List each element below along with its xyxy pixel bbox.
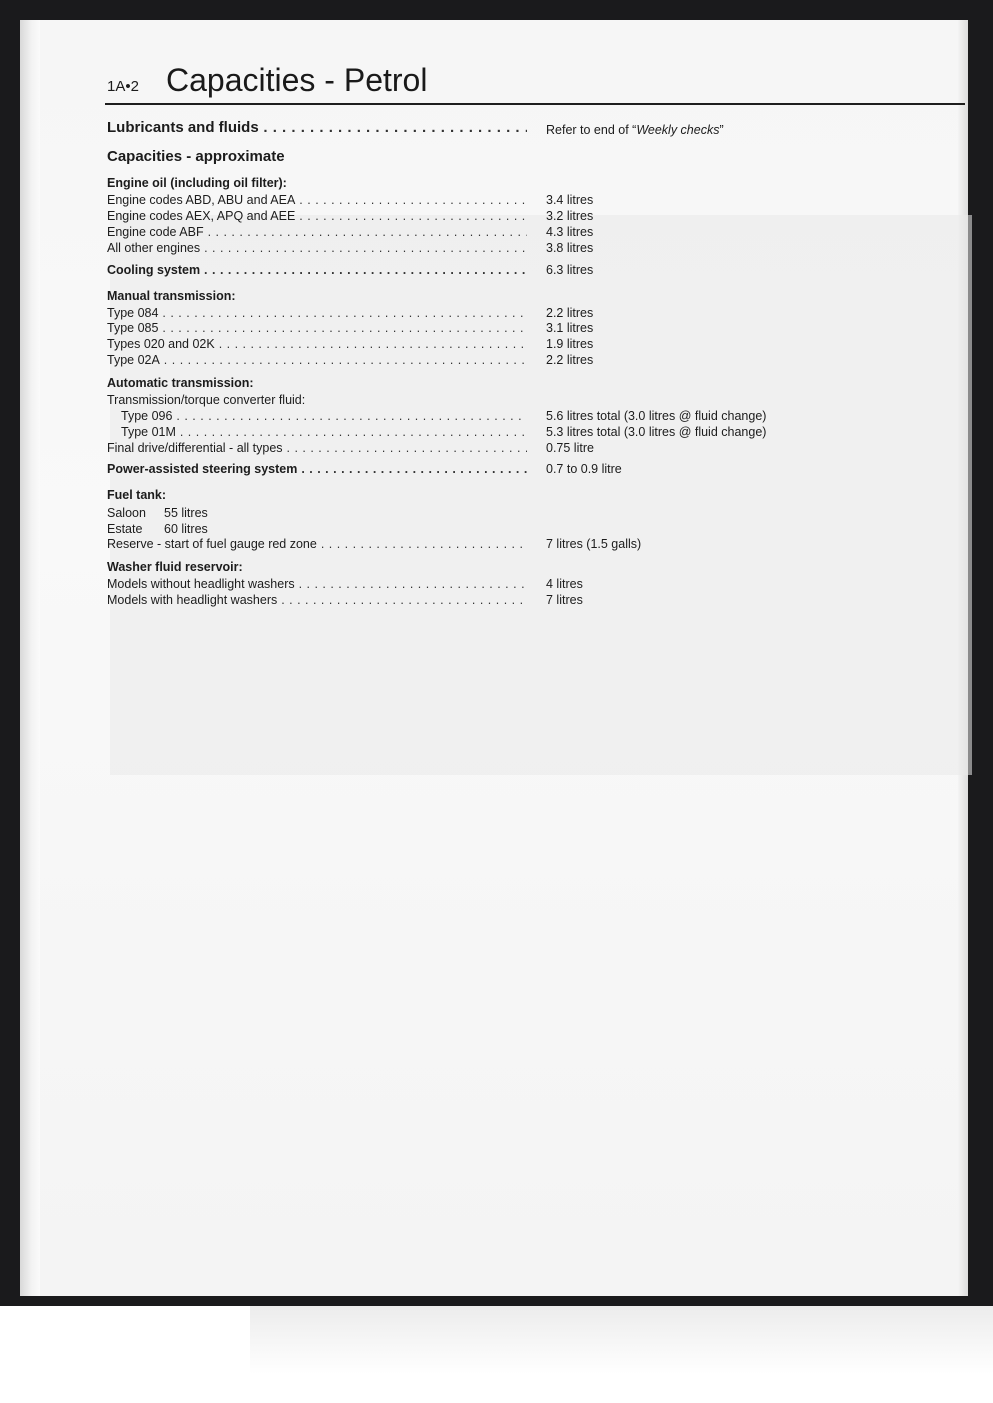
row-label: Power-assisted steering system . . . <box>107 462 527 477</box>
fuel-tank-heading: Fuel tank: <box>107 488 167 502</box>
scan-frame-left <box>0 0 20 1305</box>
row-value: 3.1 litres <box>546 321 594 335</box>
torque-converter-subheading: Transmission/torque converter fluid: <box>107 393 306 407</box>
row-label: Engine codes ABD, ABU and AEA . . . <box>107 193 527 208</box>
row-value: 2.2 litres <box>546 306 594 320</box>
show-through-area <box>110 215 972 775</box>
fuel-tank-saloon-label: Saloon <box>107 506 146 520</box>
section-id: 1A•2 <box>107 78 139 95</box>
row-value: 7 litres (1.5 galls) <box>546 537 642 551</box>
row-value: 7 litres <box>546 593 583 607</box>
row-label: Engine codes AEX, APQ and AEE . . . <box>107 209 527 224</box>
row-label: Types 020 and 02K . . . <box>107 337 527 352</box>
row-label: Reserve - start of fuel gauge red zone . . . <box>107 537 527 552</box>
scan-frame-bottom <box>0 1296 993 1306</box>
row-label: All other engines . . . <box>107 241 527 256</box>
row-label: Final drive/differential - all types . . . <box>107 441 527 456</box>
manual-transmission-heading: Manual transmission: <box>107 289 236 303</box>
capacities-heading: Capacities - approximate <box>107 148 285 165</box>
row-label: Type 084 . . . <box>107 306 527 321</box>
fuel-tank-saloon-value: 55 litres <box>164 506 208 520</box>
engine-oil-heading: Engine oil (including oil filter): <box>107 176 287 190</box>
row-value: 1.9 litres <box>546 337 594 351</box>
automatic-transmission-heading: Automatic transmission: <box>107 376 254 390</box>
row-value: 4.3 litres <box>546 225 594 239</box>
scan-frame-top <box>0 0 993 20</box>
page-title: Capacities - Petrol <box>166 62 428 98</box>
row-label: Cooling system . . . <box>107 263 527 278</box>
row-label: Type 02A . . . <box>107 353 527 368</box>
page-gutter <box>20 20 40 1296</box>
title-rule <box>105 103 965 105</box>
row-value: 6.3 litres <box>546 263 594 277</box>
row-value: 0.75 litre <box>546 441 594 455</box>
fuel-tank-estate-value: 60 litres <box>164 522 208 536</box>
row-value: 5.3 litres total (3.0 litres @ fluid change) <box>546 425 767 439</box>
row-value: 5.6 litres total (3.0 litres @ fluid change) <box>546 409 767 423</box>
lubricants-value: Refer to end of “Weekly checks” <box>546 123 724 137</box>
row-label: Type 085 . . . <box>107 321 527 336</box>
lubricants-label: Lubricants and fluids . . . <box>107 119 527 137</box>
row-value: 3.8 litres <box>546 241 594 255</box>
row-value: 4 litres <box>546 577 583 591</box>
fuel-tank-estate-label: Estate <box>107 522 143 536</box>
row-label: Type 01M . . . <box>107 425 527 440</box>
row-value: 2.2 litres <box>546 353 594 367</box>
washer-fluid-heading: Washer fluid reservoir: <box>107 560 243 574</box>
row-label: Models with headlight washers . . . <box>107 593 527 608</box>
row-value: 3.2 litres <box>546 209 594 223</box>
row-label: Type 096 . . . <box>107 409 527 424</box>
row-value: 3.4 litres <box>546 193 594 207</box>
scan-shadow <box>250 1306 993 1403</box>
weekly-checks-ref: Weekly checks <box>636 123 720 137</box>
row-value: 0.7 to 0.9 litre <box>546 462 622 476</box>
row-label: Models without headlight washers . . . <box>107 577 527 592</box>
row-label: Engine code ABF . . . <box>107 225 527 240</box>
